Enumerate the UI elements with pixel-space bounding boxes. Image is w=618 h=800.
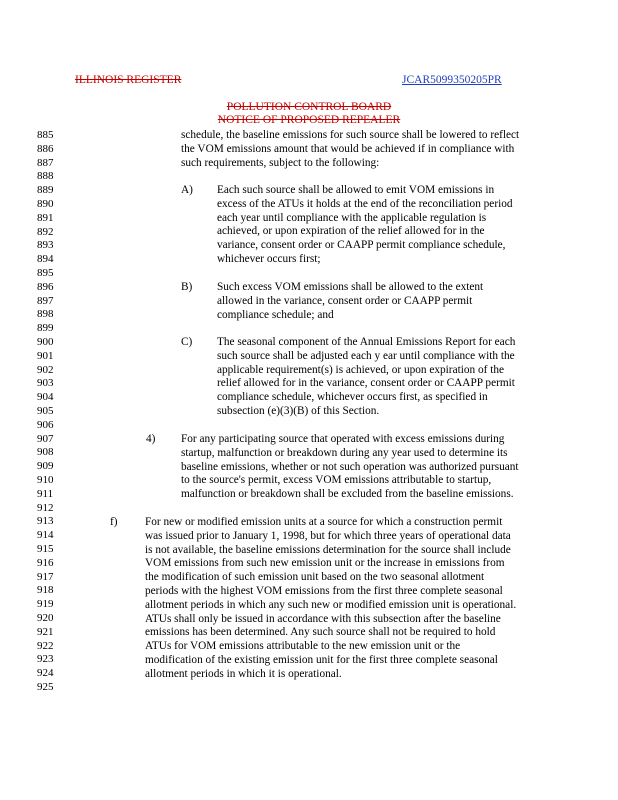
line-number: 899	[37, 322, 54, 335]
text-line: periods with the highest VOM emissions from the first three complete seasonal	[145, 584, 503, 597]
text-line: compliance schedule; and	[217, 308, 334, 321]
text-line: VOM emissions from such new emission unit or the increase in emissions from	[145, 557, 505, 570]
text-line: startup, malfunction or breakdown during any year used to determine its	[181, 446, 508, 459]
line-number: 923	[37, 653, 54, 666]
line-number: 894	[37, 253, 54, 266]
line-number: 911	[37, 487, 54, 500]
text-line: variance, consent order or CAAPP permit compliance schedule,	[217, 239, 506, 252]
text-line: achieved, or upon expiration of the relief allowed for in the	[217, 225, 485, 238]
line-number: 916	[37, 556, 54, 569]
text-line: For new or modified emission units at a source for which a construction permit	[145, 516, 503, 528]
text-line: malfunction or breakdown shall be excluded from the baseline emissions.	[181, 488, 514, 501]
text-line: allotment periods in which it is operational.	[145, 667, 342, 680]
intro-paragraph	[181, 129, 519, 170]
register-header: ILLINOIS REGISTER	[75, 74, 182, 86]
text-line: to the source's permit, excess VOM emissions attributable to startup,	[181, 474, 492, 487]
line-number: 898	[37, 308, 54, 321]
line-number: 889	[37, 184, 54, 197]
line-number: 891	[37, 211, 54, 224]
text-line: each year until compliance with the applicable regulation is	[217, 211, 487, 224]
line-number: 918	[37, 584, 54, 597]
line-number: 885	[37, 129, 54, 141]
line-number: 886	[37, 142, 54, 155]
text-line: applicable requirement(s) is achieved, or upon expiration of the	[217, 363, 505, 376]
line-number: 903	[37, 377, 54, 390]
item-4-paragraph	[181, 433, 519, 502]
line-number: 900	[37, 336, 54, 348]
line-number: 908	[37, 446, 54, 459]
text-line: allowed in the variance, consent order or CAAPP permit	[217, 294, 473, 307]
text-line: such source shall be adjusted each y ear until compliance with the	[217, 349, 515, 362]
line-number: 904	[37, 391, 54, 404]
text-line: the VOM emissions amount that would be achieved if in compliance with	[181, 142, 515, 155]
text-line: allotment periods in which any such new or modified emission unit is operational.	[145, 598, 517, 611]
line-number: 901	[37, 349, 54, 362]
line-number: 907	[37, 432, 54, 445]
text-line: emissions has been determined. Any such source shall not be required to hold	[145, 626, 496, 639]
text-line: Each such source shall be allowed to emit VOM emissions in	[217, 184, 495, 196]
item-f-label: f)	[110, 516, 118, 528]
line-number: 921	[37, 625, 54, 638]
line-number: 892	[37, 225, 54, 238]
line-number: 887	[37, 156, 54, 169]
line-number: 888	[37, 170, 54, 183]
line-number: 896	[37, 280, 54, 293]
text-line: subsection (e)(3)(B) of this Section.	[217, 404, 380, 417]
line-number: 906	[37, 418, 54, 431]
line-number: 917	[37, 570, 54, 583]
text-line: ATUs for VOM emissions attributable to the new emission unit or the	[145, 640, 461, 653]
item-4-label: 4)	[146, 433, 156, 445]
line-number: 920	[37, 612, 54, 624]
text-line: For any participating source that operated with excess emissions during	[181, 433, 505, 445]
notice-title: NOTICE OF PROPOSED REPEALER	[217, 114, 401, 126]
text-line: compliance schedule, whichever occurs first, as specified in	[217, 391, 488, 404]
text-line: Such excess VOM emissions shall be allowed to the extent	[217, 281, 484, 293]
line-number: 925	[37, 681, 54, 693]
text-line: baseline emissions, whether or not such operation was authorized pursuant	[181, 460, 519, 473]
item-b-label: B)	[181, 281, 193, 293]
text-line: ATUs shall only be issued in accordance with this subsection after the baseline	[145, 612, 501, 625]
line-number: 919	[37, 598, 54, 611]
text-line: relief allowed for in the variance, consent order or CAAPP permit	[217, 377, 515, 390]
line-number: 895	[37, 267, 54, 279]
text-line: schedule, the baseline emissions for such source shall be lowered to reflect	[181, 129, 520, 141]
line-number: 912	[37, 501, 54, 514]
jcar-reference-link[interactable]: JCAR5099350205PR	[402, 74, 502, 86]
item-b-paragraph	[217, 281, 483, 322]
text-line: was issued prior to January 1, 1998, but for which three years of operational data	[145, 529, 511, 542]
text-line: is not available, the baseline emissions determination for the source shall include	[145, 543, 511, 556]
line-number: 922	[37, 639, 54, 652]
text-line: whichever occurs first;	[217, 252, 321, 265]
item-f-paragraph	[145, 516, 516, 682]
item-a-paragraph	[217, 184, 513, 267]
line-number: 905	[37, 405, 54, 417]
line-number: 902	[37, 363, 54, 376]
line-number: 897	[37, 294, 54, 307]
line-number: 893	[37, 239, 54, 252]
line-number: 914	[37, 529, 54, 542]
text-line: excess of the ATUs it holds at the end of the reconciliation period	[217, 197, 513, 210]
item-c-paragraph	[217, 336, 515, 419]
line-number: 913	[37, 515, 54, 528]
line-number: 915	[37, 543, 54, 555]
line-number: 924	[37, 667, 54, 680]
text-line: modification of the existing emission unit for the first three complete seasonal	[145, 653, 498, 666]
item-c-label: C)	[181, 336, 193, 348]
line-number: 890	[37, 198, 54, 210]
line-number: 909	[37, 460, 54, 473]
item-a-label: A)	[181, 184, 193, 196]
line-number: 910	[37, 474, 54, 486]
agency-title: POLLUTION CONTROL BOARD	[226, 101, 392, 113]
text-line: The seasonal component of the Annual Emissions Report for each	[217, 336, 516, 348]
text-line: the modification of such emission unit based on the two seasonal allotment	[145, 571, 485, 584]
text-line: such requirements, subject to the following:	[181, 156, 380, 169]
